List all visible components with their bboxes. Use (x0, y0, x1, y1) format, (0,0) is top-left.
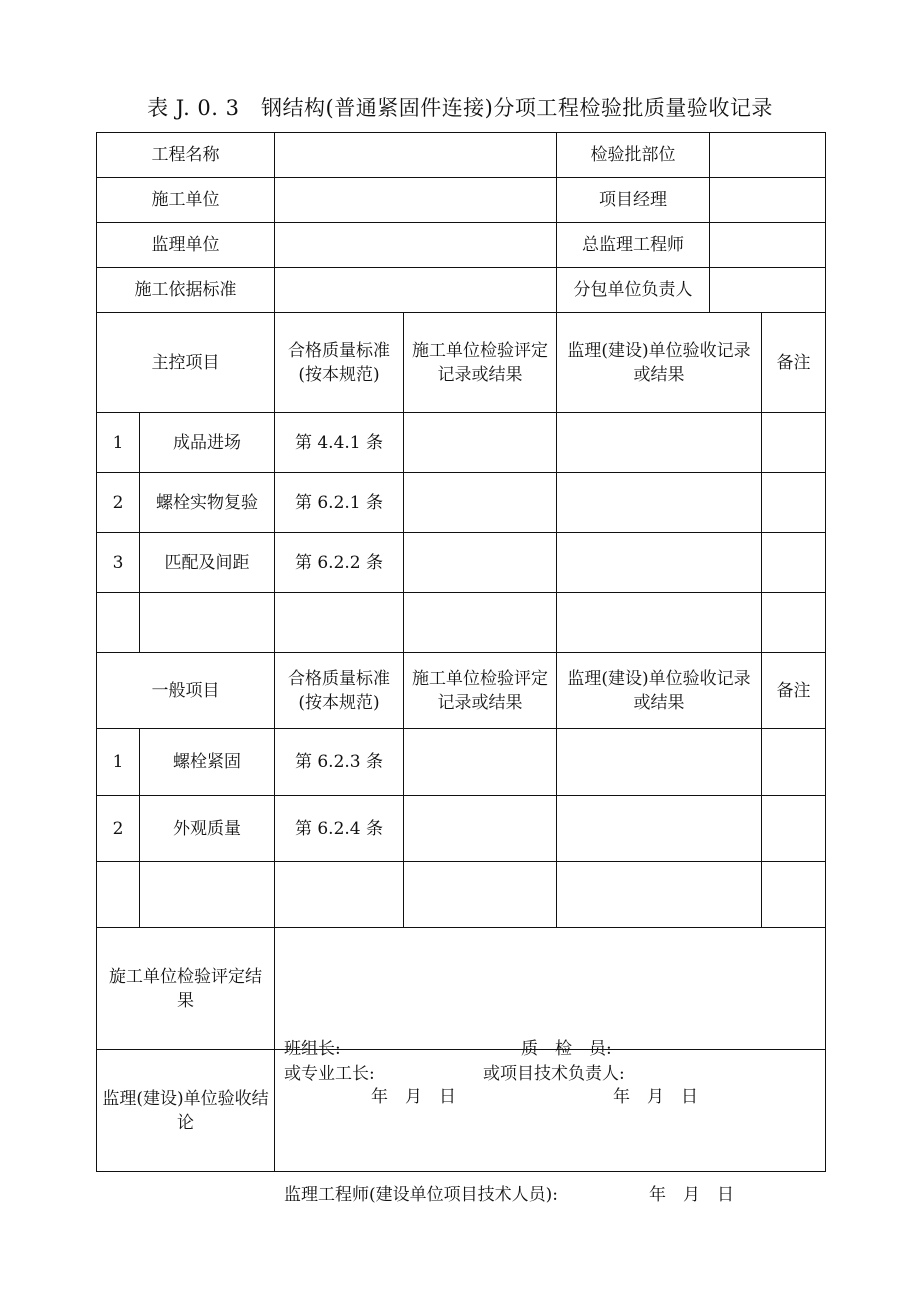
foreman-label: 或专业工长: (284, 1063, 375, 1084)
row-clause[interactable] (275, 593, 404, 653)
row-construction-result[interactable] (404, 473, 557, 533)
table-row (97, 593, 826, 653)
supervision-unit-field[interactable] (275, 223, 557, 268)
construction-unit-field[interactable] (275, 178, 557, 223)
row-item: 成品进场 (140, 413, 275, 473)
row-supervision-result[interactable] (557, 413, 762, 473)
row-remarks[interactable] (762, 533, 826, 593)
project-manager-label: 项目经理 (557, 178, 710, 223)
table-row (97, 473, 826, 533)
row-supervision-result[interactable] (557, 862, 762, 928)
row-remarks[interactable] (762, 593, 826, 653)
tech-lead-label: 或项目技术负责人: (483, 1063, 625, 1084)
construction-date-2: 年 月 日 (613, 1086, 698, 1107)
chief-supervisor-label: 总监理工程师 (557, 223, 710, 268)
row-remarks[interactable] (762, 729, 826, 796)
row-remarks[interactable] (762, 796, 826, 862)
row-construction-result[interactable] (404, 729, 557, 796)
row-number: 1 (97, 729, 140, 796)
inspector-label: 质 检 员: (521, 1038, 612, 1059)
general-col-supervision: 监理(建设)单位验收记录或结果 (557, 653, 762, 729)
project-manager-field[interactable] (710, 178, 826, 223)
table-row (97, 413, 826, 473)
row-number[interactable] (97, 593, 140, 653)
main-col-supervision: 监理(建设)单位验收记录或结果 (557, 313, 762, 413)
row-clause: 第 6.2.2 条 (275, 533, 404, 593)
row-clause: 第 4.4.1 条 (275, 413, 404, 473)
supervision-conclusion-label: 监理(建设)单位验收结论 (97, 1050, 275, 1172)
table-row (97, 796, 826, 862)
construction-date-1: 年 月 日 (371, 1086, 456, 1107)
construction-result-sign-area[interactable] (275, 928, 826, 1107)
row-item: 螺栓实物复验 (140, 473, 275, 533)
main-col-construction: 施工单位检验评定记录或结果 (404, 313, 557, 413)
row-number: 3 (97, 533, 140, 593)
main-items-section-label: 主控项目 (97, 313, 275, 413)
general-col-construction: 施工单位检验评定记录或结果 (404, 653, 557, 729)
row-supervision-result[interactable] (557, 729, 762, 796)
row-construction-result[interactable] (404, 593, 557, 653)
construction-unit-label: 施工单位 (97, 178, 275, 223)
row-supervision-result[interactable] (557, 533, 762, 593)
row-supervision-result[interactable] (557, 796, 762, 862)
row-number[interactable] (97, 862, 140, 928)
supervising-engineer-label: 监理工程师(建设单位项目技术人员): (284, 1184, 558, 1205)
row-item: 匹配及间距 (140, 533, 275, 593)
row-clause: 第 6.2.3 条 (275, 729, 404, 796)
standard-field[interactable] (275, 268, 557, 313)
row-item[interactable] (140, 593, 275, 653)
chief-supervisor-field[interactable] (710, 223, 826, 268)
row-clause[interactable] (275, 862, 404, 928)
row-construction-result[interactable] (404, 413, 557, 473)
inspection-lot-label: 检验批部位 (557, 133, 710, 178)
row-item[interactable] (140, 862, 275, 928)
row-construction-result[interactable] (404, 862, 557, 928)
standard-label: 施工依据标准 (97, 268, 275, 313)
row-clause: 第 6.2.1 条 (275, 473, 404, 533)
row-clause: 第 6.2.4 条 (275, 796, 404, 862)
inspection-lot-field[interactable] (710, 133, 826, 178)
subcontractor-label: 分包单位负责人 (557, 268, 710, 313)
row-construction-result[interactable] (404, 796, 557, 862)
row-number: 2 (97, 796, 140, 862)
team-leader-label: 班组长: (284, 1038, 341, 1059)
page-title: 表 J. 0. 3 钢结构(普通紧固件连接)分项工程检验批质量验收记录 (147, 96, 773, 120)
general-col-standard: 合格质量标准(按本规范) (275, 653, 404, 729)
row-supervision-result[interactable] (557, 473, 762, 533)
main-col-remarks: 备注 (762, 313, 826, 413)
supervision-unit-label: 监理单位 (97, 223, 275, 268)
main-col-standard: 合格质量标准(按本规范) (275, 313, 404, 413)
supervision-date: 年 月 日 (649, 1184, 734, 1205)
row-remarks[interactable] (762, 413, 826, 473)
construction-result-label: 旋工单位检验评定结果 (97, 928, 275, 1050)
row-supervision-result[interactable] (557, 593, 762, 653)
project-name-label: 工程名称 (97, 133, 275, 178)
table-row (97, 862, 826, 928)
row-number: 2 (97, 473, 140, 533)
row-item: 螺栓紧固 (140, 729, 275, 796)
general-items-section-label: 一般项目 (97, 653, 275, 729)
subcontractor-field[interactable] (710, 268, 826, 313)
table-row (97, 533, 826, 593)
general-col-remarks: 备注 (762, 653, 826, 729)
row-number: 1 (97, 413, 140, 473)
row-remarks[interactable] (762, 473, 826, 533)
project-name-field[interactable] (275, 133, 557, 178)
row-construction-result[interactable] (404, 533, 557, 593)
row-remarks[interactable] (762, 862, 826, 928)
inspection-record-table (96, 132, 826, 1205)
table-row (97, 729, 826, 796)
row-item: 外观质量 (140, 796, 275, 862)
